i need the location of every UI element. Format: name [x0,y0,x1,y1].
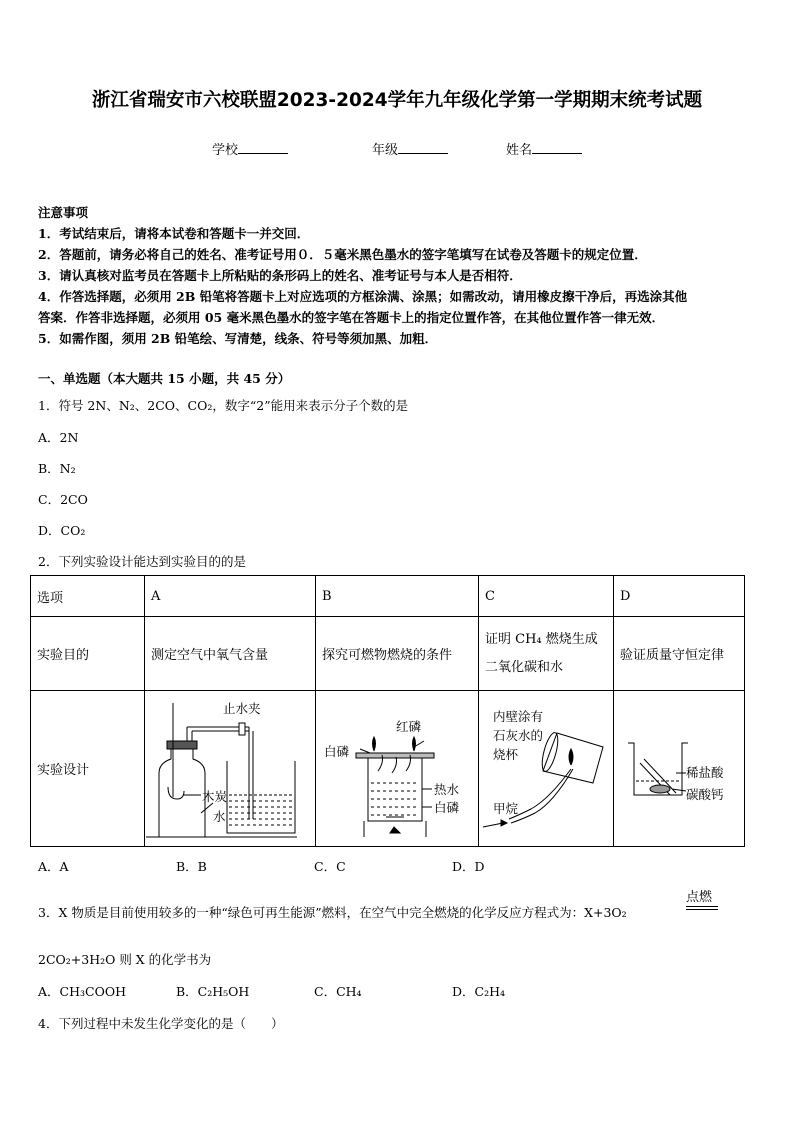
label-beaker: 烧杯 [493,747,519,762]
purpose-c-line1: 证明 CH₄ 燃烧生成 [485,631,598,647]
q1-stem: 1．符号 2N、N₂、2CO、CO₂，数字“2”能用来表示分子个数的是 [38,398,409,413]
notice-item: 1．考试结束后，请将本试卷和答题卡一并交回． [38,226,310,241]
oxygen-apparatus-diagram [145,691,315,846]
purpose-a: 测定空气中氧气含量 [145,617,316,691]
school-blank [238,141,288,154]
q2-table [30,575,745,847]
design-c [479,691,614,847]
equation-line-top [686,906,718,907]
purpose-b: 探究可燃物燃烧的条件 [316,617,479,691]
q2-option-d: D．D [452,859,485,874]
table-row [31,691,745,847]
notice-item: 4．作答选择题，必须用 2B 铅笔将答题卡上对应选项的方框涂满、涂黑；如需改动，请用橡皮擦干净后，再选涂其他 [38,289,688,304]
q4-stem: 4．下列过程中未发生化学变化的是（ ） [38,1016,284,1031]
school-field [212,139,288,158]
label-hot-water: 热水 [434,782,460,797]
notice-item: 5．如需作图，须用 2B 铅笔绘、写清楚，线条、符号等须加黑、加粗． [38,331,438,346]
combustion-apparatus-diagram [316,691,478,846]
label-white-phosphorus-top: 白磷 [324,744,350,759]
label-hydrochloric-acid: 稀盐酸 [686,765,724,780]
label-inner-wall: 内壁涂有 [493,709,544,724]
label-limewater: 石灰水的 [493,728,544,743]
design-d [614,691,745,847]
label-clamp: 止水夹 [223,701,261,716]
q2-option-c: C．C [314,859,346,874]
q2-option-b: B．B [176,859,207,874]
purpose-d: 验证质量守恒定律 [614,617,745,691]
grade-blank [398,141,448,154]
q3-option-a: A．CH₃COOH [38,984,126,999]
q1-option-a: A．2N [38,430,79,445]
q1-option-d: D．CO₂ [38,523,86,538]
purpose-label: 实验目的 [31,617,145,691]
q3-option-d: D．C₂H₄ [452,984,506,999]
purpose-c [479,617,614,691]
notice-item: 答案．作答非选择题，必须用 05 毫米黑色墨水的签字笔在答题卡上的指定位置作答，在其他位置作答一律无效． [38,310,665,325]
q1-option-b: B．N₂ [38,461,76,476]
q3-stem: 3．X 物质是目前使用较多的一种“绿色可再生能源”燃料，在空气中完全燃烧的化学反应方程式为：X+3O₂ [38,905,627,920]
equation-line-bottom [686,909,718,910]
q1-option-c: C．2CO [38,492,88,507]
label-methane: 甲烷 [493,801,519,816]
purpose-c-line2: 二氧化碳和水 [485,659,564,675]
conservation-apparatus-diagram [614,691,744,846]
label-white-phosphorus-bottom: 白磷 [434,800,460,815]
school-label: 学校 [212,143,239,158]
label-red-phosphorus: 红磷 [396,719,422,734]
notice-item: 3．请认真核对监考员在答题卡上所粘贴的条形码上的姓名、准考证号与本人是否相符． [38,268,522,283]
table-header-cell: C [479,576,614,617]
table-row [31,617,745,691]
table-header-cell: A [145,576,316,617]
design-label: 实验设计 [31,691,145,847]
page-title: 浙江省瑞安市六校联盟2023-2024学年九年级化学第一学期期末统考试题 [91,90,703,111]
notice-heading: 注意事项 [38,205,89,220]
q2-option-a: A．A [38,859,69,874]
table-header-cell: 选项 [31,576,145,617]
notice-item: 2．答题前，请务必将自己的姓名、准考证号用０．５毫米黑色墨水的签字笔填写在试卷及答题卡的规定位置． [38,247,647,262]
label-charcoal: 木炭 [202,789,228,804]
methane-combustion-diagram [479,691,613,846]
design-b [316,691,479,847]
q3-stem-continued: 2CO₂+3H₂O 则 X 的化学书为 [38,952,212,967]
label-water: 水 [213,809,226,824]
design-a [145,691,316,847]
table-header-cell: D [614,576,745,617]
q2-stem: 2．下列实验设计能达到实验目的的是 [38,554,246,569]
q3-option-c: C．CH₄ [314,984,362,999]
name-blank [532,141,582,154]
table-row [31,576,745,617]
section-heading: 一、单选题（本大题共 15 小题，共 45 分） [38,371,291,386]
grade-field [372,139,448,158]
label-calcium-carbonate: 碳酸钙 [686,787,724,802]
grade-label: 年级 [372,143,399,158]
name-label: 姓名 [506,143,533,158]
table-header-cell: B [316,576,479,617]
q3-option-b: B．C₂H₅OH [176,984,250,999]
name-field [506,139,582,158]
reaction-condition: 点燃 [686,890,713,905]
